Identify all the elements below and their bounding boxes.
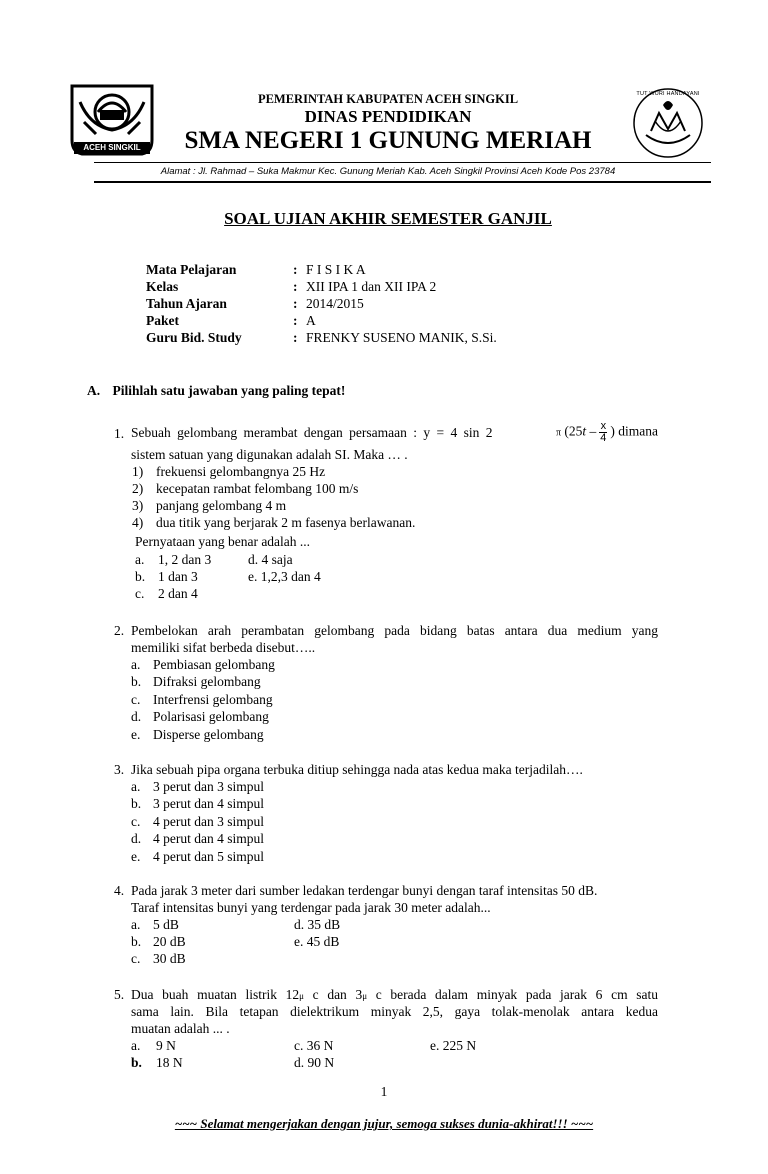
statement-item — [132, 514, 415, 531]
exam-info — [146, 261, 626, 346]
option-text: Pembiasan gelombang — [153, 657, 275, 672]
question-stem-line: Pada jarak 3 meter dari sumber ledakan terdengar bunyi dengan taraf intensitas 50 dB. — [131, 883, 598, 898]
ministry-emblem-icon — [625, 87, 711, 159]
option-text: 1 dan 3 — [158, 569, 198, 584]
answer-option: e. 45 dB — [294, 934, 340, 949]
q1-minus: – — [589, 423, 597, 439]
option-text: Difraksi gelombang — [153, 674, 261, 690]
answer-option — [131, 726, 275, 743]
answer-option — [131, 830, 264, 847]
statement-number: 4) — [132, 515, 144, 530]
option-letter: b. — [135, 569, 146, 584]
answer-option: e. 1,2,3 dan 4 — [248, 569, 321, 584]
answer-option — [131, 813, 264, 830]
question-2 — [114, 622, 658, 744]
answer-option — [131, 656, 275, 673]
option-text: 9 N — [156, 1038, 176, 1053]
answer-option — [131, 933, 186, 950]
question-stem-line: muatan adalah ... . — [131, 1021, 230, 1036]
q5-text-c: c berada dalam minyak pada jarak 6 cm satu — [375, 987, 658, 1002]
option-text: 3 perut dan 3 simpul — [153, 779, 264, 794]
statement-number: 1) — [132, 464, 144, 479]
section-letter: A. — [87, 383, 101, 398]
option-list — [131, 656, 275, 743]
question-3 — [114, 761, 658, 865]
q1-paren: (25 — [564, 423, 583, 439]
info-value: A — [306, 313, 316, 328]
pi-symbol: π — [555, 427, 561, 439]
answer-option: d. 35 dB — [294, 917, 341, 932]
q5-text-a: Dua buah muatan listrik 12 — [131, 987, 300, 1002]
q1-equation-text: Sebuah gelombang merambat dengan persamaan : y = 4 sin 2 — [131, 424, 493, 440]
question-number: 4. — [114, 883, 125, 898]
info-row — [146, 278, 626, 295]
option-letter: a. — [135, 552, 145, 567]
info-sep: : — [293, 279, 298, 294]
question-stem-line: sistem satuan yang digunakan adalah SI. Maka … . — [131, 447, 408, 462]
option-letter: d. — [131, 709, 142, 725]
header-government: PEMERINTAH KABUPATEN ACEH SINGKIL — [257, 92, 519, 106]
mu-symbol: μ — [362, 991, 368, 1001]
q5-text-b: c dan 3 — [312, 987, 363, 1002]
option-letter: c. — [131, 951, 141, 966]
question-stem-line: sama lain. Bila tetapan dielektrikum minyak 2,5, gaya tolak-menolak antara kedua — [131, 1004, 658, 1019]
statement-item — [132, 497, 415, 514]
option-text: 2 dan 4 — [158, 586, 198, 601]
statement-text: frekuensi gelombangnya 25 Hz — [156, 464, 326, 479]
info-value: 2014/2015 — [306, 296, 364, 311]
info-row — [146, 329, 626, 346]
info-label: Guru Bid. Study — [146, 330, 242, 345]
answer-option — [135, 568, 198, 585]
question-stem-line: Taraf intensitas bunyi yang terdengar pada jarak 30 meter adalah... — [131, 900, 491, 915]
mu-symbol: μ — [299, 991, 304, 1001]
option-letter: a. — [131, 779, 141, 794]
info-row — [146, 295, 626, 312]
info-sep: : — [293, 262, 298, 277]
answer-option — [131, 708, 275, 725]
statement-text: panjang gelombang 4 m — [156, 498, 287, 513]
q1-close: ) dimana — [610, 423, 658, 439]
statement-number: 2) — [132, 481, 144, 496]
question-stem-line — [131, 418, 658, 446]
header-office: DINAS PENDIDIKAN — [304, 107, 472, 126]
option-letter: e. — [131, 726, 141, 742]
answer-option: e. 225 N — [430, 1038, 477, 1053]
info-value: FRENKY SUSENO MANIK, S.Si. — [306, 330, 497, 345]
option-letter: c. — [135, 586, 145, 601]
option-letter: a. — [131, 657, 141, 672]
answer-option — [131, 1054, 183, 1071]
fraction-denominator: 4 — [600, 431, 607, 444]
option-letter: e. — [131, 848, 141, 864]
question-stem-line: memiliki sifat berbeda disebut….. — [131, 640, 316, 655]
statement-item — [132, 463, 415, 480]
option-letter: b. — [131, 1055, 142, 1070]
option-letter: a. — [131, 917, 141, 932]
info-label: Paket — [146, 313, 179, 328]
answer-option: d. 90 N — [294, 1055, 335, 1070]
header-school: SMA NEGERI 1 GUNUNG MERIAH — [184, 127, 592, 154]
info-row — [146, 261, 626, 278]
answer-option — [135, 585, 198, 602]
option-text: 30 dB — [153, 951, 186, 966]
question-number: 5. — [114, 987, 125, 1002]
option-text: 3 perut dan 4 simpul — [153, 796, 264, 812]
footer-message: ~~~ Selamat mengerjakan dengan jujur, semoga sukses dunia-akhirat!!! ~~~ — [174, 1116, 594, 1131]
section-heading — [87, 382, 345, 399]
logo-tut-wuri-handayani — [625, 87, 711, 159]
answer-option — [131, 778, 264, 795]
option-text: 4 perut dan 3 simpul — [153, 813, 264, 829]
page-number: 1 — [380, 1084, 388, 1099]
answer-option: c. 36 N — [294, 1038, 334, 1053]
statement-text: dua titik yang berjarak 2 m fasenya berlawanan. — [156, 515, 416, 530]
info-label: Tahun Ajaran — [146, 296, 227, 311]
info-label: Kelas — [146, 279, 179, 294]
fraction-numerator: x — [600, 419, 607, 432]
answer-option — [131, 1037, 176, 1054]
info-label: Mata Pelajaran — [146, 262, 237, 277]
option-letter: c. — [131, 691, 141, 707]
option-letter: b. — [131, 796, 142, 812]
answer-option — [131, 673, 275, 690]
exam-title: SOAL UJIAN AKHIR SEMESTER GANJIL — [224, 209, 552, 228]
logo-right-caption: TUT WURI HANDAYANI — [636, 91, 700, 97]
option-text: 1, 2 dan 3 — [158, 552, 212, 567]
info-sep: : — [293, 313, 298, 328]
section-instruction: Pilihlah satu jawaban yang paling tepat! — [112, 383, 346, 398]
info-value: XII IPA 1 dan XII IPA 2 — [306, 279, 437, 294]
q1-t: t — [582, 423, 587, 439]
option-text: 20 dB — [153, 934, 186, 949]
question-number: 2. — [114, 623, 125, 638]
info-sep: : — [293, 296, 298, 311]
option-text: Interfrensi gelombang — [153, 691, 273, 707]
answer-option — [135, 551, 211, 568]
question-prompt: Pernyataan yang benar adalah ... — [135, 534, 311, 549]
info-sep: : — [293, 330, 298, 345]
answer-option — [131, 795, 264, 812]
option-text: 5 dB — [153, 917, 179, 932]
option-list — [131, 778, 264, 865]
statement-item — [132, 480, 415, 497]
answer-option — [131, 950, 186, 967]
header-rule-bottom — [94, 181, 711, 183]
fraction — [599, 421, 607, 444]
question-4 — [114, 882, 658, 968]
header-rule-top — [94, 162, 711, 163]
option-letter: b. — [131, 934, 142, 949]
q1-equation — [556, 421, 658, 444]
statement-text: kecepatan rambat felombang 100 m/s — [156, 481, 359, 496]
option-letter: c. — [131, 813, 141, 829]
info-value: F I S I K A — [306, 262, 366, 277]
option-text: 4 perut dan 5 simpul — [153, 848, 264, 864]
statement-list — [132, 463, 415, 531]
option-letter: d. — [131, 831, 142, 847]
option-letter: b. — [131, 674, 142, 690]
question-number: 1. — [114, 426, 125, 441]
option-text: Disperse gelombang — [153, 726, 264, 742]
header-address: Alamat : Jl. Rahmad – Suka Makmur Kec. Gunung Meriah Kab. Aceh Singkil Provinsi Aceh Kode Pos 23784 — [160, 166, 616, 177]
question-stem-line: Pembelokan arah perambatan gelombang pada bidang batas antara dua medium yang — [131, 623, 658, 638]
answer-option — [131, 848, 264, 865]
option-text: Polarisasi gelombang — [153, 709, 269, 725]
logo-left-caption: ACEH SINGKIL — [83, 143, 141, 152]
answer-option — [131, 916, 179, 933]
option-text: 18 N — [156, 1055, 183, 1070]
question-stem-line: Jika sebuah pipa organa terbuka ditiup sehingga nada atas kedua maka terjadilah…. — [131, 762, 583, 777]
statement-number: 3) — [132, 498, 144, 513]
option-letter: a. — [131, 1038, 141, 1053]
question-1 — [114, 418, 658, 604]
question-5 — [114, 986, 658, 1072]
answer-option — [131, 691, 275, 708]
info-row — [146, 312, 626, 329]
question-number: 3. — [114, 762, 125, 777]
answer-option: d. 4 saja — [248, 552, 293, 567]
option-text: 4 perut dan 4 simpul — [153, 831, 264, 847]
